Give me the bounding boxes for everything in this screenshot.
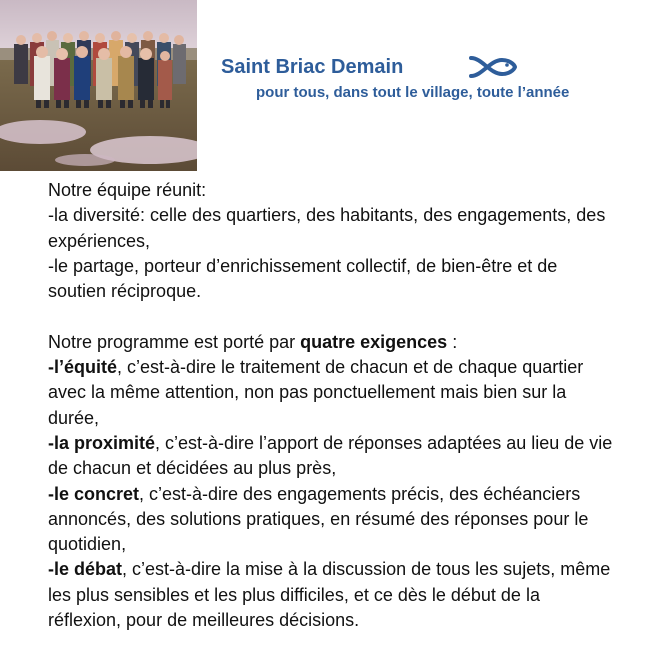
requirement-debate xyxy=(48,557,616,633)
requirement-text: , c’est-à-dire des engagements précis, des échéanciers annoncés, des solutions pratiques, en résumé des réponses pour le quotidien, xyxy=(48,483,589,555)
program-intro xyxy=(48,330,616,355)
main-text xyxy=(48,178,616,633)
tagline: pour tous, dans tout le village, toute l’année xyxy=(256,84,570,101)
team-photo xyxy=(0,0,197,171)
program-intro-tail: : xyxy=(447,331,458,352)
requirement-text: , c’est-à-dire la mise à la discussion de tous les sujets, même les plus sensibles et les plus difficiles, et ce dès le début de la réflexion, pour de meilleures décisions. xyxy=(48,559,611,631)
requirement-label: -le concret xyxy=(48,483,140,504)
requirement-text: , c’est-à-dire l’apport de réponses adaptées au lieu de vie de chacun et décidées au plus près, xyxy=(48,432,613,479)
team-intro: Notre équipe réunit: xyxy=(48,180,207,200)
requirement-label: -la proximité xyxy=(48,432,156,453)
team-item-sharing: -le partage, porteur d’enrichissement collectif, de bien-être et de soutien réciproque. xyxy=(48,255,558,302)
team-photo-illustration xyxy=(0,0,197,171)
team-item-diversity: -la diversité: celle des quartiers, des habitants, des engagements, des expériences, xyxy=(48,205,606,251)
fish-icon xyxy=(468,54,518,80)
requirement-proximity xyxy=(48,431,616,482)
program-intro-lead: Notre programme est porté par xyxy=(48,331,301,352)
brand-title: Saint Briac Demain xyxy=(221,56,404,78)
paragraph-gap xyxy=(48,304,616,329)
program-intro-bold: quatre exigences xyxy=(300,331,448,352)
requirement-concrete xyxy=(48,482,616,558)
requirement-equity xyxy=(48,355,616,431)
requirement-label: -l’équité xyxy=(48,357,118,378)
requirement-label: -le débat xyxy=(48,559,123,580)
requirement-text: , c’est-à-dire le traitement de chacun et de chaque quartier avec la même attention, non pas ponctuellement mais bien sur la durée, xyxy=(48,357,584,428)
